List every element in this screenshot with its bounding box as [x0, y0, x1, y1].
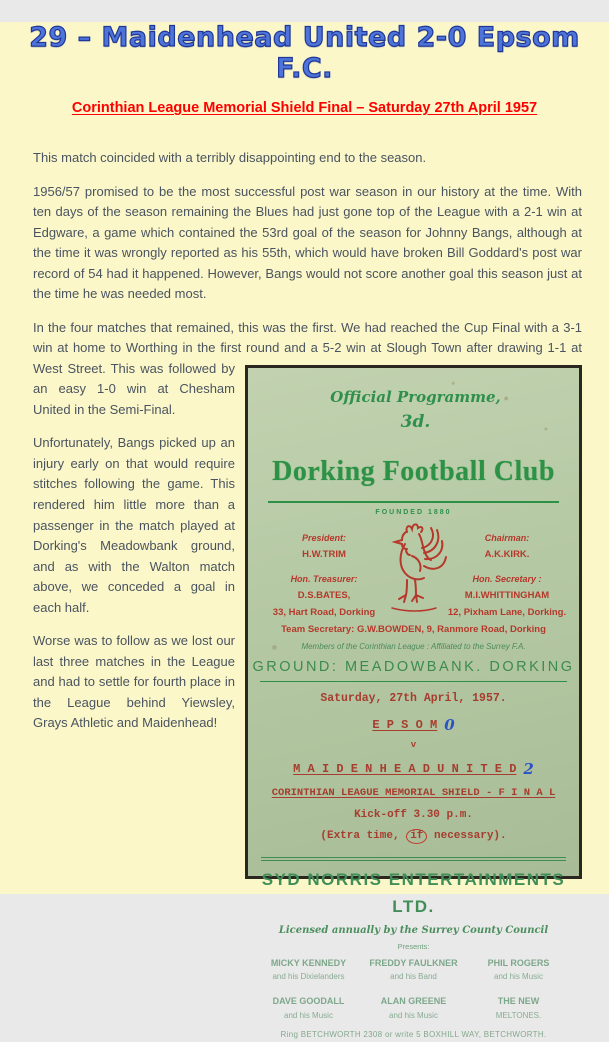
paragraph-4: Unfortunately, Bangs picked up an injury early on that would require stitches following the game. This rendered him little more than a passenger in the match played at Dorking's Meadowbank ground, and as with the Walton match above, we conceded a goal in each half. [33, 435, 235, 615]
advert-company: SYD NORRIS ENTERTAINMENTS LTD. [261, 870, 566, 917]
advert-divider [261, 857, 566, 861]
act-item: ALAN GREENE and his Music [380, 996, 447, 1020]
presents-label: Presents: [397, 941, 430, 951]
officials-block [248, 520, 579, 620]
advert-licence: Licensed annually by the Surrey County Council [278, 924, 549, 936]
chairman-label: Chairman: [484, 532, 530, 543]
secretary-label: Hon. Secretary : [472, 573, 542, 584]
divider-line [260, 681, 568, 682]
extra-time-circled-word: if [406, 829, 427, 844]
spacer [258, 562, 390, 571]
rooster-crest-icon [382, 520, 446, 618]
secretary-name: M.I.WHITTINGHAM [464, 590, 550, 602]
paragraph-2: 1956/57 promised to be the most successful post war season in our history at the time. With ten days of the season remaining the Blues had just gone top of the League with a 2-1 win at Edgware, a game which contained the 53rd goal of the season for Johnny Bangs, although at the time it was wrongly reported as his 55th, which would have broken Bill Goddard's post war record of 54 had it happened. However, Bangs would not score another goal this season just at the time he was needed most. [33, 183, 582, 302]
club-name: Dorking Football Club [272, 456, 555, 488]
programme-price: 3d. [400, 412, 431, 433]
article-body [33, 148, 582, 1040]
away-team: M A I D E N H E A D U N I T E D [293, 762, 517, 777]
away-team-row [248, 756, 579, 780]
act-item: FREDDY FAULKNER and his Band [369, 957, 458, 981]
act-item: DAVE GOODALL and his Music [272, 996, 345, 1020]
page-title: 29 – Maidenhead United 2-0 Epsom F.C. [29, 22, 580, 84]
paragraph-3-intro: In the four matches that remained, this was the first. We had reached the Cup Final with a 3-1 win at home to Worthing in the first round and a 5-2 win at Slough Town after [33, 319, 582, 356]
officials-right-column [441, 530, 573, 620]
page [0, 22, 609, 1040]
programme-cover [245, 365, 582, 1040]
competition-line: CORINTHIAN LEAGUE MEMORIAL SHIELD - F I N A L [271, 786, 556, 799]
advert-acts-grid [248, 956, 579, 1023]
secretary-address: 12, Pixham Lane, Dorking. [447, 607, 567, 619]
kickoff-line: Kick-off 3.30 p.m. [354, 809, 473, 822]
paragraph-5: Worse was to follow as we lost our last three matches in the League and had to settle for fourth place in the League behind Yiewsley, Grays Athletic and Maidenhead! [33, 633, 235, 731]
versus-label: v [410, 739, 417, 750]
president-label: President: [301, 532, 346, 543]
programme-photo [245, 365, 582, 1040]
officials-left-column [258, 530, 390, 620]
away-score-handwritten: 2 [523, 760, 534, 779]
programme-header [248, 368, 579, 437]
paragraph-1: This match coincided with a terribly disappointing end to the season. [33, 150, 427, 165]
divider-line [268, 501, 559, 503]
spacer [441, 562, 573, 571]
match-date: Saturday, 27th April, 1957. [320, 692, 507, 706]
home-team: E P S O M [372, 718, 438, 733]
home-team-row [248, 712, 579, 736]
paragraph-3-wrap: drawing 1-1 at West Street. This was followed by an easy 1-0 win at Chesham United in the Semi-Final. [33, 340, 582, 417]
founded-label: FOUNDED 1880 [375, 508, 452, 516]
chairman-name: A.K.KIRK. [484, 548, 530, 560]
extra-time-pre: (Extra time, [320, 829, 407, 842]
treasurer-address: 33, Hart Road, Dorking [272, 607, 376, 619]
match-subtitle: Corinthian League Memorial Shield Final – Saturday 27th April 1957 [71, 100, 538, 116]
match-details [248, 690, 579, 845]
act-item: MICKY KENNEDY and his Dixielanders [270, 957, 347, 981]
act-item: PHIL ROGERS and his Music [487, 957, 550, 981]
act-item: THE NEW MELTONES. [495, 996, 542, 1020]
programme-label: Official Programme, [330, 387, 501, 406]
treasurer-label: Hon. Treasurer: [290, 573, 358, 584]
president-name: H.W.TRIM [302, 548, 346, 560]
affiliation-line: Members of the Corinthian League : Affiliated to the Surrey F.A. [301, 641, 526, 651]
home-score-handwritten: 0 [444, 716, 455, 735]
team-secretary-line: Team Secretary: G.W.BOWDEN, 9, Ranmore Road, Dorking [281, 623, 546, 635]
treasurer-name: D.S.BATES, [297, 590, 351, 602]
ground-line: GROUND: MEADOWBANK. DORKING [252, 659, 575, 676]
extra-time-post: necessary). [427, 829, 507, 842]
advert-contact-line: Ring BETCHWORTH 2308 or write 5 BOXHILL WAY, BETCHWORTH. [280, 1030, 547, 1040]
extra-time-line [248, 828, 579, 845]
